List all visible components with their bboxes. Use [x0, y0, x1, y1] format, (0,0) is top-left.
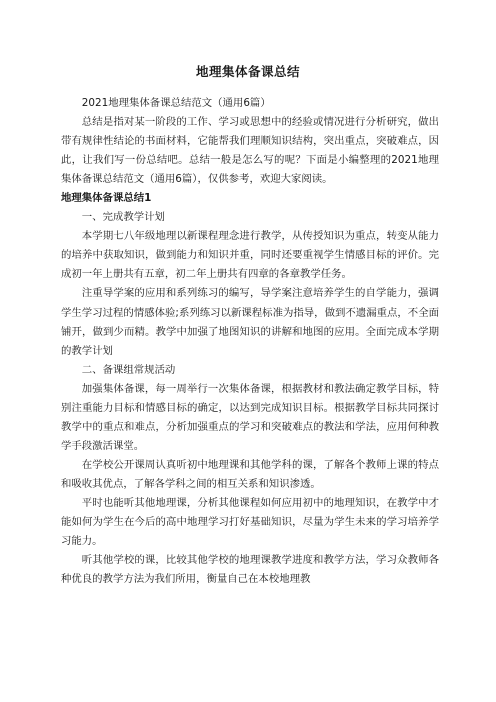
body-paragraph: 听其他学校的课，比较其他学校的地理课教学进度和教学方法，学习众教师各种优良的教学方法为我们所用，衡量自己在本校地理教 [61, 554, 439, 586]
subsection-heading: 一、完成教学计划 [81, 211, 165, 224]
intro-paragraph: 总结是指对某一阶段的工作、学习或思想中的经验或情况进行分析研究，做出带有规律性结论的书面材料，它能帮我们理顺知识结构，突出重点，突破难点，因此，让我们写一份总结吧。总结一般是怎么写的呢？下面是小编整理的2021地理集体备课总结范文（通用6篇），仅供参考，欢迎大家阅读。 [61, 116, 439, 186]
subtitle-paragraph: 2021地理集体备课总结范文（通用6篇） [81, 97, 271, 109]
section-heading: 地理集体备课总结1 [61, 192, 152, 205]
body-paragraph: 平时也能听其他地理课，分析其他课程如何应用初中的地理知识，在教学中才能如何为学生在今后的高中地理学习打好基础知识，尽量为学生未来的学习培养学习能力。 [61, 496, 439, 548]
body-paragraph: 加强集体备课，每一周举行一次集体备课，根据教材和教法确定教学目标，特别注重能力目标和情感目标的确定，以达到完成知识目标。根据教学目标共同探讨教学中的重点和难点，分析加强重点的学习和突破难点的教法和学法，应用何种教学手段激活课堂。 [61, 382, 439, 452]
document-body [61, 94, 439, 589]
document-title: 地理集体备课总结 [195, 64, 300, 79]
body-paragraph: 本学期七八年级地理以新课程理念进行教学，从传授知识为重点，转变从能力的培养中获取知识，做到能力和知识并重，同时还要重视学生情感目标的评价。完成初一年上册共有五章，初二年上册共有四章的各章教学任务。 [61, 230, 439, 281]
body-paragraph: 注重导学案的应用和系列练习的编写，导学案注意培养学生的自学能力，强调学生学习过程的情感体验;系列练习以新课程标准为指导，做到不遗漏重点，不全面铺开，做到少而精。教学中加强了地图知识的讲解和地图的应用。全面完成本学期的教学计划 [61, 287, 439, 357]
subsection-heading: 二、备课组常规活动 [81, 363, 176, 376]
body-paragraph: 在学校公开课周认真听初中地理课和其他学科的课，了解各个教师上课的特点和吸收其优点，了解各学科之间的相互关系和知识渗透。 [61, 458, 439, 490]
